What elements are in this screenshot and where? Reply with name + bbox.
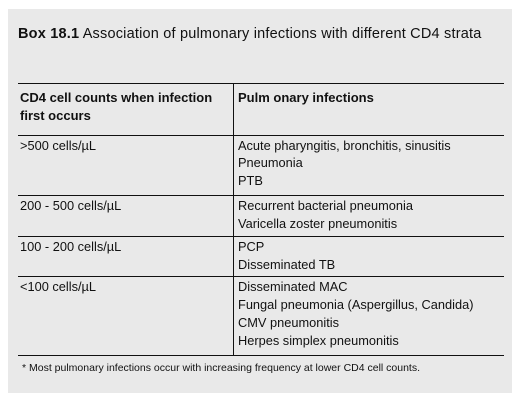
infection-item: PTB <box>238 173 263 188</box>
table-bottom-rule <box>18 355 504 356</box>
cd4-count: 200 - 500 cells/µL <box>20 198 122 213</box>
infection-item: Acute pharyngitis, bronchitis, sinusitis <box>238 138 451 153</box>
infection-item: Pneumonia <box>238 155 303 170</box>
infection-item: Varicella zoster pneumonitis <box>238 216 398 231</box>
infection-item: PCP <box>238 239 265 254</box>
box-title <box>18 25 498 43</box>
infection-item: Disseminated TB <box>238 257 336 272</box>
infection-item: Disseminated MAC <box>238 279 348 294</box>
box-label: Box 18.1 <box>18 26 80 42</box>
table-top-rule <box>18 83 504 84</box>
cd4-count: >500 cells/µL <box>20 138 97 153</box>
infection-item: Fungal pneumonia (Aspergillus, Candida) <box>238 297 474 312</box>
cd4-count: <100 cells/µL <box>20 279 97 294</box>
infection-item: Herpes simplex pneumonitis <box>238 333 399 348</box>
infection-item: CMV pneumonitis <box>238 315 339 330</box>
infection-item: Recurrent bacterial pneumonia <box>238 198 413 213</box>
row-rule <box>18 276 504 277</box>
row-rule <box>18 195 504 196</box>
header-infections: Pulm onary infections <box>238 90 374 105</box>
row-rule <box>18 236 504 237</box>
box-title-text: Association of pulmonary infections with different CD4 strata <box>82 26 482 42</box>
footnote: * Most pulmonary infections occur with increasing frequency at lower CD4 cell counts. <box>22 362 421 374</box>
header-rule <box>18 135 504 136</box>
column-divider <box>233 83 234 355</box>
cd4-count: 100 - 200 cells/µL <box>20 239 122 254</box>
info-box <box>8 9 512 393</box>
header-cd4: CD4 cell counts when infection first occurs <box>20 90 213 123</box>
